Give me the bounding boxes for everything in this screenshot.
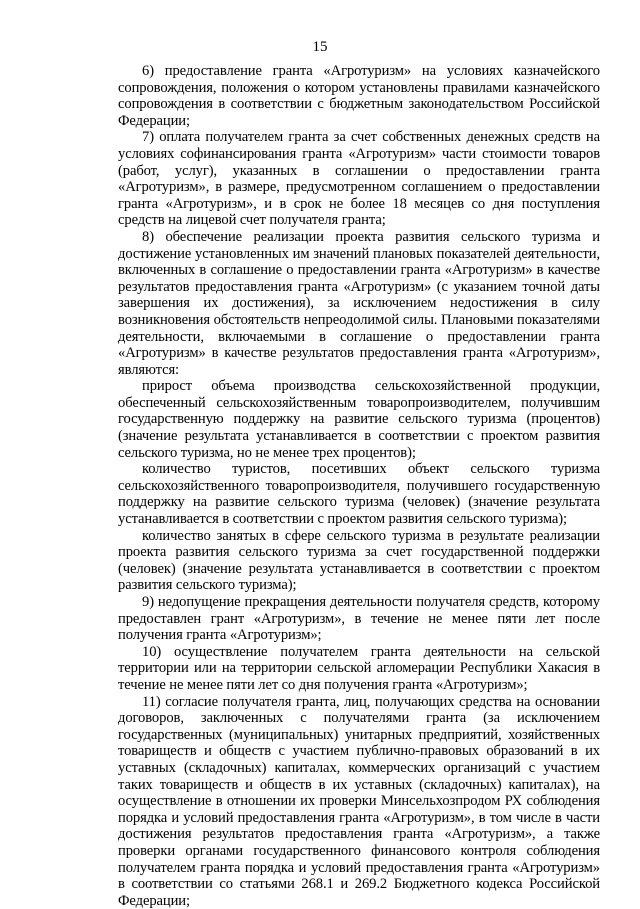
paragraph-item-7: 7) оплата получателем гранта за счет собственных денежных средств на условиях софинансирования гранта «Агротуризм» части стоимости товаров (работ, услуг), указанных в соглашении о предоставлении гранта «Агротуризм», в размере, предусмотренном соглашением о предоставлении гранта «Агротуризм», и в срок не более 18 месяцев со дня поступления средств на лицевой счет получателя гранта; bbox=[118, 129, 600, 229]
paragraph-item-10: 10) осуществление получателем гранта деятельности на сельской территории или на территории сельской агломерации Республики Хакасия в течение не менее пяти лет со дня получения гранта «Агротуризм»; bbox=[118, 643, 600, 693]
paragraph-indicator-employment: количество занятых в сфере сельского туризма в результате реализации проекта развития сельского туризма за счет государственной поддержки (человек) (значение результата устанавливается в соответствии с проектом развития сельского туризма); bbox=[118, 527, 600, 594]
paragraph-indicator-production-growth: прирост объема производства сельскохозяйственной продукции, обеспеченный сельскохозяйственным товаропроизводителем, получившим государственную поддержку на развитие сельского туризма (процентов) (значение результата устанавливается в соответствии с проектом развития сельского туризма, но не менее трех процентов); bbox=[118, 378, 600, 461]
paragraph-indicator-tourist-count: количество туристов, посетивших объект сельского туризма сельскохозяйственного товаропроизводителя, получившего государственную поддержку на развитие сельского туризма (человек) (значение результата устанавливается в соответствии с проектом развития сельского туризма); bbox=[118, 461, 600, 528]
paragraph-item-6: 6) предоставление гранта «Агротуризм» на условиях казначейского сопровождения, положения о котором установлены правилами казначейского сопровождения в соответствии с бюджетным законодательством Российской Федерации; bbox=[118, 63, 600, 129]
paragraph-item-11: 11) согласие получателя гранта, лиц, получающих средства на основании договоров, заключенных с получателями гранта (за исключением государственных (муниципальных) унитарных предприятий, хозяйственных товариществ и обществ с участием публично-правовых образований в их уставных (складочных) капиталах, коммерческих организаций с участием таких товариществ и обществ в их уставных (складочных) капиталах), на осуществление в отношении их проверки Минсельхозпродом РХ соблюдения порядка и условий предоставления гранта «Агротуризм», в том числе в части достижения результатов предоставления гранта «Агротуризм», а также проверки органами государственного финансового контроля соблюдения получателем гранта порядка и условий предоставления гранта «Агротуризм» в соответствии со статьями 268.1 и 269.2 Бюджетного кодекса Российской Федерации; bbox=[118, 693, 600, 909]
paragraph-item-9: 9) недопущение прекращения деятельности получателя средств, которому предоставлен грант «Агротуризм», в течение не менее пяти лет после получения гранта «Агротуризм»; bbox=[118, 594, 600, 644]
paragraph-item-8: 8) обеспечение реализации проекта развития сельского туризма и достижение установленных им значений плановых показателей деятельности, включенных в соглашение о предоставлении гранта «Агротуризм» в качестве результатов предоставления гранта «Агротуризм» (с указанием точной даты завершения их достижения), за исключением недостижения в силу возникновения обстоятельств непреодолимой силы. Плановыми показателями деятельности, включаемыми в соглашение о предоставлении гранта «Агротуризм» в качестве результатов предоставления гранта «Агротуризм», являются: bbox=[118, 228, 600, 378]
document-body bbox=[118, 63, 600, 909]
page-number: 15 bbox=[312, 39, 328, 55]
